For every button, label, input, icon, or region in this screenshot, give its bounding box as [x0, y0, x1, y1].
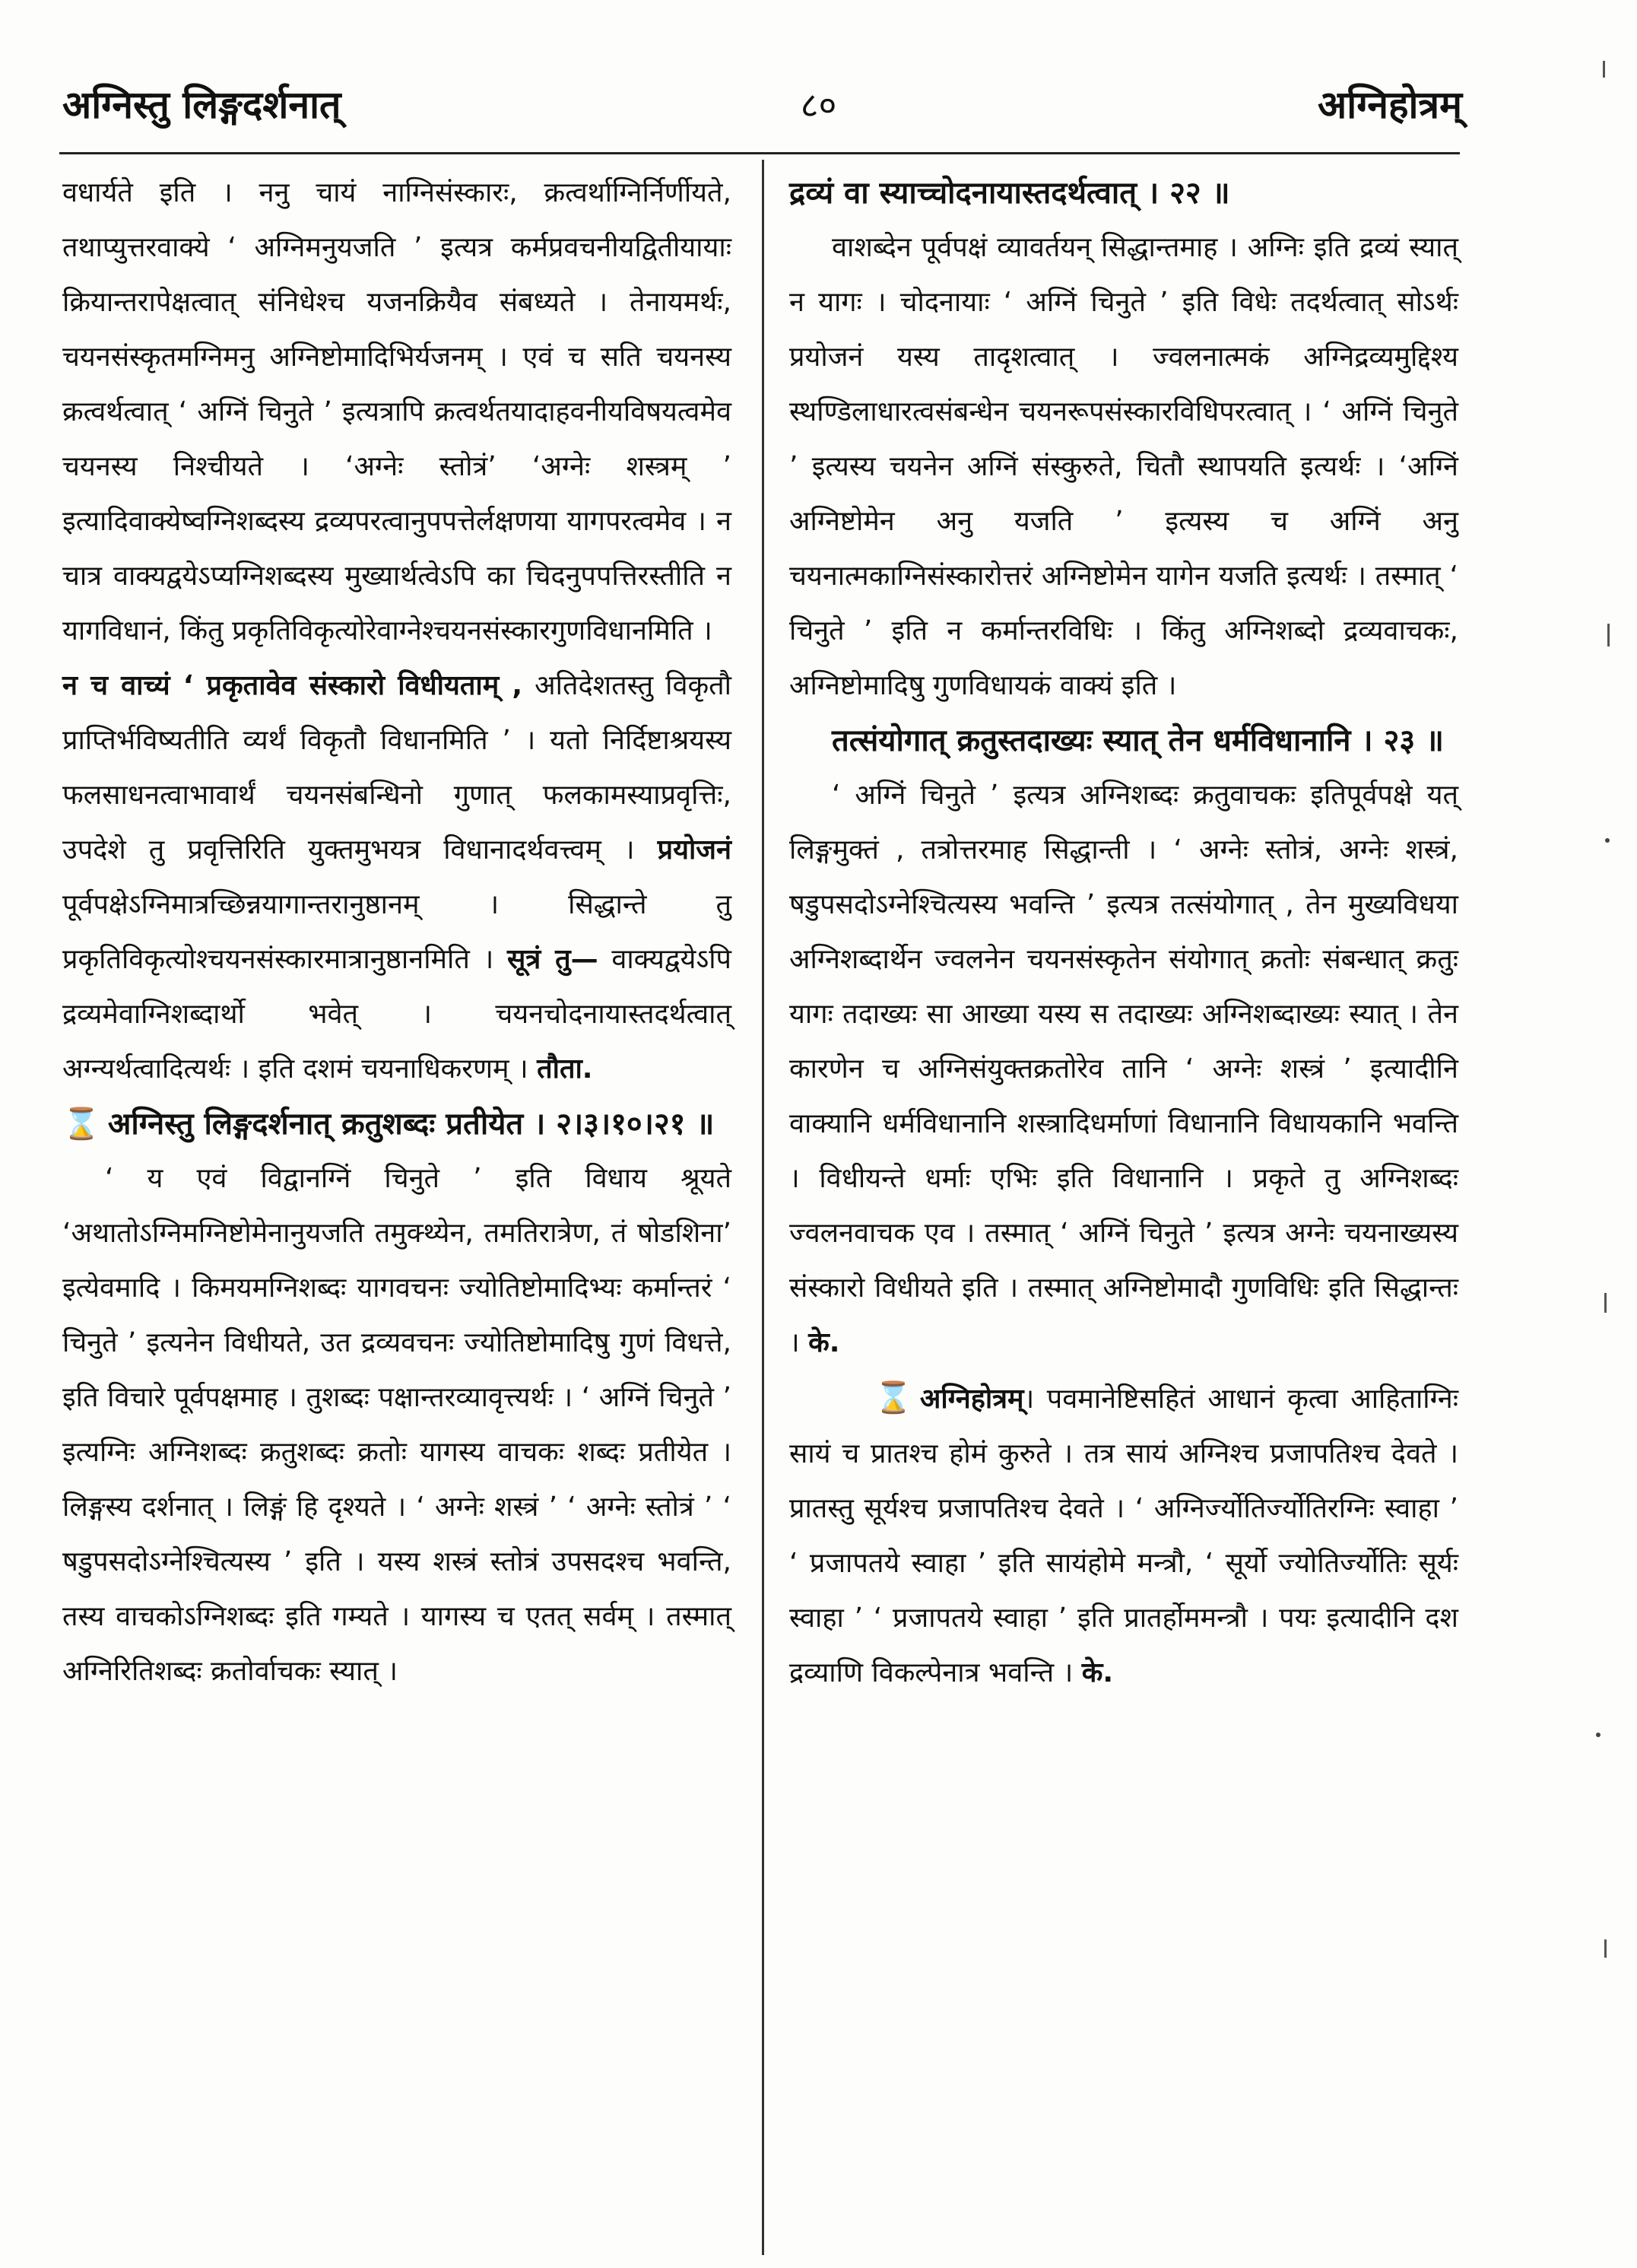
- margin-mark: [1604, 1939, 1607, 1958]
- left-paragraph-3: ‘ य एवं विद्वानग्निं चिनुते ’ इति विधाय श्रूयते ‘अथातोऽग्निमग्निष्टोमेनानुयजति तमुक्थ्येन, तमतिरात्रेण, तं षोडशिना’ इत्येवमादि । किमयमग्निशब्दः यागवचनः ज्योतिष्टोमादिभ्यः कर्मान्तरं ‘ चिनुते ’ इत्यनेन विधीयते, उत द्रव्यवचनः ज्योतिष्टोमादिषु गुणं विधत्ते, इति विचारे पूर्वपक्षमाह । तुशब्दः पक्षान्तरव्यावृत्त्यर्थः । ‘ अग्निं चिनुते ’ इत्यग्निः अग्निशब्दः क्रतुशब्दः क्रतोः यागस्य वाचकः शब्दः प्रतीयेत । लिङ्गस्य दर्शनात् । लिङ्गं हि दृश्यते । ‘ अग्नेः शस्त्रं ’ ‘ अग्नेः स्तोत्रं ’ ‘ षडुपसदोऽग्नेश्चित्यस्य ’ इति । यस्य शस्त्रं स्तोत्रं उपसदश्च भवन्ति, तस्य वाचकोऽग्निशब्दः इति गम्यते । यागस्य च एतत् सर्वम् । तस्मात् अग्निरितिशब्दः क्रतोर्वाचकः स्यात् ।: [62, 1163, 731, 1687]
- section-mark-icon: ⌛: [874, 1380, 912, 1415]
- right-paragraph-2-text: ‘ अग्निं चिनुते ’ इत्यत्र अग्निशब्दः क्रतुवाचकः इतिपूर्वपक्षे यत् लिङ्गमुक्तं , तत्रोत्तरमाह सिद्धान्ती । ‘ अग्नेः स्तोत्रं, अग्नेः शस्त्रं, षडुपसदोऽग्नेश्चित्यस्य भवन्ति ’ इत्यत्र तत्संयोगात् , तेन मुख्यविधया अग्निशब्दार्थेन ज्वलनेन चयनसंस्कृतेन संयोगात् क्रतोः संबन्धात् क्रतुः यागः तदाख्यः सा आख्या यस्य स तदाख्यः अग्निशब्दाख्यः स्यात् । तेन कारणेन च अग्निसंयुक्तक्रतोरेव तानि ‘ अग्नेः शस्त्रं ’ इत्यादीनि वाक्यानि धर्मविधानानि शस्त्रादिधर्माणां विधानानि विधायकानि भवन्ति । विधीयन्ते धर्माः एभिः इति विधानानि । प्रकृते तु अग्निशब्दः ज्वलनवाचक एव । तस्मात् ‘ अग्निं चिनुते ’ इत्यत्र अग्नेः चयनाख्यस्य संस्कारो विधीयते इति । तस्मात् अग्निष्टोमादौ गुणविधिः इति सिद्धान्तः ।: [789, 780, 1458, 1358]
- agnihotra-section: [789, 1371, 1458, 1701]
- margin-dot: [1596, 1733, 1601, 1737]
- column-divider: [762, 160, 764, 2255]
- left-paragraph-1: वधार्यते इति । ननु चायं नाग्निसंस्कारः, क्रत्वर्थाग्निर्निर्णीयते, तथाप्युत्तरवाक्ये ‘ अग्निमनुयजति ’ इत्यत्र कर्मप्रवचनीयद्वितीयायाः क्रियान्तरापेक्षत्वात् संनिधेश्च यजनक्रियैव संबध्यते । तेनायमर्थः, चयनसंस्कृतमग्निमनु अग्निष्टोमादिभिर्यजनम् । एवं च सति चयनस्य क्रत्वर्थत्वात् ‘ अग्निं चिनुते ’ इत्यत्रापि क्रत्वर्थतयादाहवनीयविषयत्वमेव चयनस्य निश्चीयते । ‘अग्नेः स्तोत्रं’ ‘अग्नेः शस्त्रम् ’ इत्यादिवाक्येष्वग्निशब्दस्य द्रव्यपरत्वानुपपत्तेर्लक्षणया यागपरत्वमेव । न चात्र वाक्यद्वयेऽप्यग्निशब्दस्य मुख्यार्थत्वेऽपि का चिदनुपपत्तिरस्तीति न यागविधानं, किंतु प्रकृतिविकृत्योरेवाग्नेश्चयनसंस्कारगुणविधानमिति ।: [62, 177, 731, 646]
- objection-lead: न च वाच्यं ‘ प्रकृतावेव संस्कारो विधीयताम् ,: [62, 670, 523, 701]
- sutram-label: सूत्रं तु—: [507, 944, 598, 975]
- right-paragraph-1: वाशब्देन पूर्वपक्षं व्यावर्तयन् सिद्धान्तमाह । अग्निः इति द्रव्यं स्यात् न यागः । चोदनायाः ‘ अग्निं चिनुते ’ इति विधेः तदर्थत्वात् सोऽर्थः प्रयोजनं यस्य तादृशत्वात् । ज्वलनात्मकं अग्निद्रव्यमुद्दिश्य स्थण्डिलाधारत्वसंबन्धेन चयनरूपसंस्कारविधिपरत्वात् । ‘ अग्निं चिनुते ’ इत्यस्य चयनेन अग्निं संस्कुरुते, चितौ स्थापयति इत्यर्थः । ‘अग्निं अग्निष्टोमेन अनु यजति ’ इत्यस्य च अग्निं अनु चयनात्मकाग्निसंस्कारोत्तरं अग्निष्टोमेन यागेन यजति इत्यर्थः । तस्मात् ‘ चिनुते ’ इति न कर्मान्तरविधिः । किंतु अग्निशब्दो द्रव्यवाचकः, अग्निष्टोमादिषु गुणविधायकं वाक्यं इति ।: [789, 232, 1458, 701]
- sutra-22: द्रव्यं वा स्याच्चोदनायास्तदर्थत्वात् । २२ ॥: [789, 176, 1230, 211]
- margin-mark: [1603, 61, 1605, 78]
- prayojanam-text: पूर्वपक्षेऽग्निमात्रच्छिन्नयागान्तरानुष्ठानम् । सिद्धान्ते तु प्रकृतिविकृत्योश्चयनसंस्कारमात्रानुष्ठानमिति ।: [62, 889, 731, 975]
- margin-dot: [1605, 838, 1610, 843]
- page-number: ८०: [800, 84, 837, 125]
- sutra-21-text: अग्निस्तु लिङ्गदर्शनात् क्रतुशब्दः प्रतीयेत । २।३।१०।२१ ॥: [107, 1107, 715, 1142]
- margin-mark: [1604, 1293, 1607, 1313]
- author-sign-ke: के.: [808, 1327, 840, 1358]
- header-rule: [59, 152, 1460, 154]
- agnihotra-heading: अग्निहोत्रम्: [919, 1383, 1024, 1415]
- margin-mark: [1607, 624, 1610, 646]
- sutra-21: [62, 1097, 731, 1151]
- objection-text: अतिदेशतस्तु विकृतौ प्राप्तिर्भविष्यतीति व्यर्थं विकृतौ विधानमिति ’ । यतो निर्दिष्टाश्रयस्य फलसाधनत्वाभावार्थं चयनसंबन्धिनो गुणात् फलकामस्याप्रवृत्तिः, उपदेशे तु प्रवृत्तिरिति युक्तमुभयत्र विधानादर्थवत्त्वम् ।: [62, 670, 732, 866]
- author-sign-taut: तौता.: [537, 1053, 593, 1085]
- author-sign-ke-2: के.: [1081, 1657, 1114, 1688]
- section-mark-icon: ⌛: [62, 1107, 100, 1142]
- prayojanam-label: प्रयोजनं: [657, 834, 731, 866]
- running-head-left: अग्निस्तु लिङ्गदर्शनात्: [62, 83, 341, 127]
- left-paragraph-2: [62, 659, 731, 1097]
- right-column: [789, 166, 1458, 1701]
- running-head-right: अग्निहोत्रम्: [1318, 83, 1462, 127]
- agnihotra-text: । पवमानेष्टिसहितं आधानं कृत्वा आहिताग्निः सायं च प्रातश्च होमं कुरुते । तत्र सायं अग्निश्च प्रजापतिश्च देवते । प्रातस्तु सूर्यश्च प्रजापतिश्च देवते । ‘ अग्निर्ज्योतिर्ज्योतिरग्निः स्वाहा ’ ‘ प्रजापतये स्वाहा ’ इति सायंहोमे मन्त्रौ, ‘ सूर्यो ज्योतिर्ज्योतिः सूर्यः स्वाहा ’ ‘ प्रजापतये स्वाहा ’ इति प्रातर्होममन्त्रौ । पयः इत्यादीनि दश द्रव्याणि विकल्पेनात्र भवन्ति ।: [789, 1383, 1458, 1688]
- adhikarana-close: वाक्यद्वयेऽपि द्रव्यमेवाग्निशब्दार्थो भवेत् । चयनचोदनायास्तदर्थत्वात् अग्न्यर्थत्वादित्यर्थः । इति दशमं चयनाधिकरणम् ।: [62, 944, 731, 1085]
- sutra-23: तत्संयोगात् क्रतुस्तदाख्यः स्यात् तेन धर्मविधानानि । २३ ॥: [832, 723, 1444, 758]
- right-paragraph-2: [789, 768, 1458, 1371]
- left-column: [62, 166, 731, 1699]
